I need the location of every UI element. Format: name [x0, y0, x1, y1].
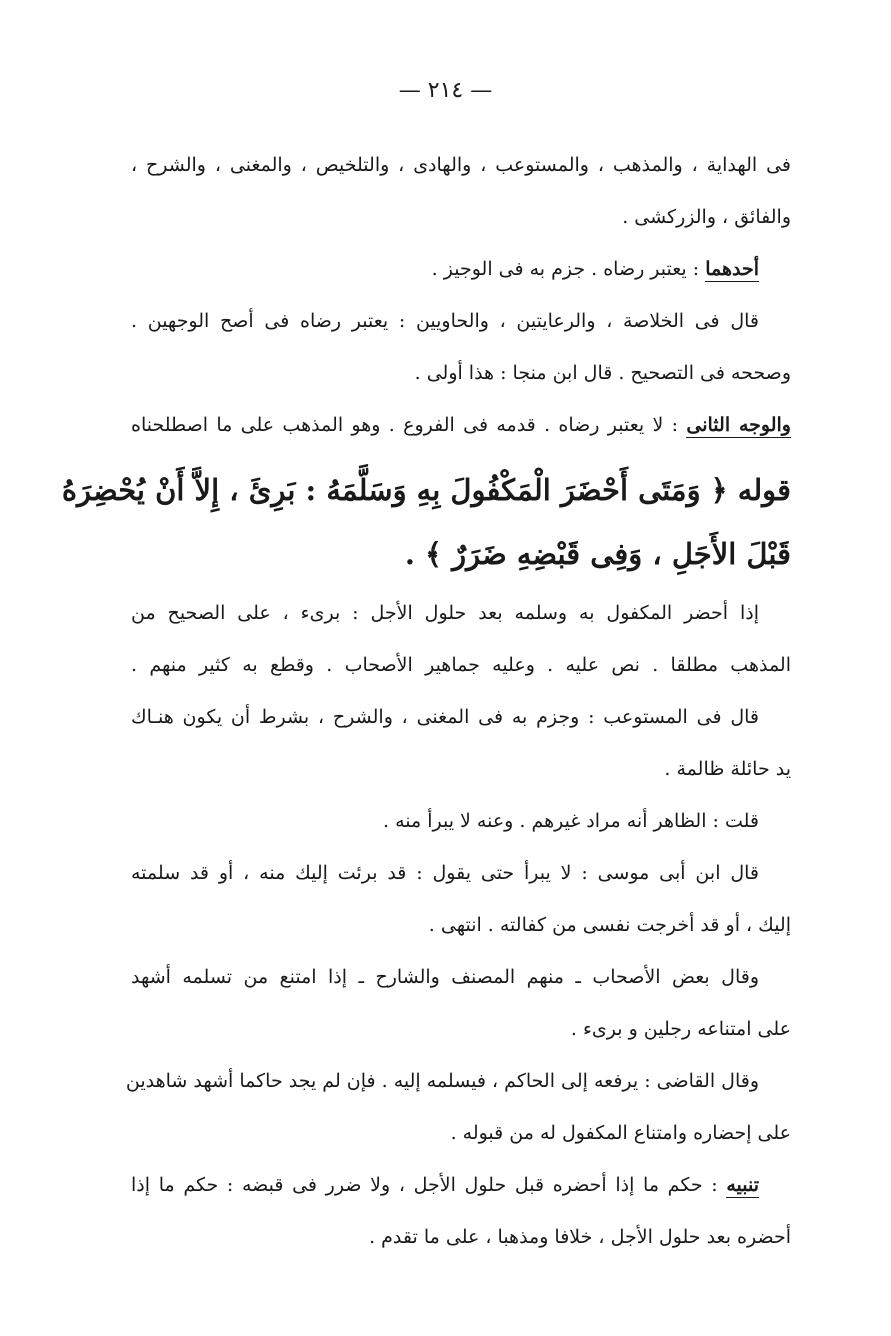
- text-line-8: المذهب مطلقا . نص عليه . وعليه جماهير الأصحاب . وقطع به كثير منهم .: [131, 654, 791, 676]
- text-line-7: إذا أحضر المكفول به وسلمه بعد حلول الأجل : برىء ، على الصحيح من: [131, 602, 759, 624]
- text-line-6: [131, 408, 791, 442]
- paragraph-lead-word: والوجه الثانى: [686, 414, 791, 436]
- quoted-text-line-2: قَبْلَ الأَجَلِ ، وَفِى قَبْضِهِ ضَرَرٌ ﴾ .: [404, 537, 791, 571]
- text-line-9: قال فى المستوعب : وجزم به فى المغنى ، والشرح ، بشرط أن يكون هنـاك: [131, 706, 759, 728]
- text-line-10: يد حائلة ظالمة .: [664, 758, 791, 780]
- text-line-1: فى الهداية ، والمذهب ، والمستوعب ، والهادى ، والتلخيص ، والمغنى ، والشرح ،: [131, 154, 791, 176]
- text-line-12: قال ابن أبى موسى : لا يبرأ حتى يقول : قد برئت إليك منه ، أو قد سلمته: [131, 862, 759, 884]
- text-line-18-rest: : حكم ما إذا أحضره قبل حلول الأجل ، ولا ضرر فى قبضه : حكم ما إذا: [131, 1174, 727, 1196]
- text-line-14: وقال بعض الأصحاب ـ منهم المصنف والشارح ـ إذا امتنع من تسلمه أشهد: [131, 966, 759, 988]
- text-line-15: على امتناعه رجلين و برىء .: [570, 1018, 791, 1040]
- paragraph-lead-word: تنبيه: [726, 1174, 759, 1196]
- text-line-11: قلت : الظاهر أنه مراد غيرهم . وعنه لا يبرأ منه .: [382, 810, 759, 832]
- quoted-text-line-1: [61, 466, 791, 514]
- text-line-3-rest: : يعتبر رضاه . جزم به فى الوجيز .: [431, 258, 706, 280]
- text-line-13: إليك ، أو قد أخرجت نفسى من كفالته . انتهى .: [428, 914, 791, 936]
- text-line-19: أحضره بعد حلول الأجل ، خلافا ومذهبا ، على ما تقدم .: [369, 1226, 791, 1248]
- text-line-17: على إحضاره وامتناع المكفول له من قبوله .: [450, 1122, 791, 1144]
- paragraph-lead-word: أحدهما: [705, 258, 759, 280]
- text-line-18: [131, 1168, 759, 1202]
- text-line-6-rest: : لا يعتبر رضاه . قدمه فى الفروع . وهو المذهب على ما اصطلحناه: [131, 414, 687, 436]
- page-number: — ٢١٤ —: [398, 78, 493, 103]
- text-line-2: والفائق ، والزركشى .: [622, 206, 791, 228]
- text-line-5: وصححه فى التصحيح . قال ابن منجا : هذا أولى .: [414, 362, 791, 384]
- quoted-text-line-1-rest: ﴿ وَمَتَى أَحْضَرَ الْمَكْفُولَ بِهِ وَسَلَّمَهُ : بَرِئَ ، إِلاَّ أَنْ يُحْضِرَهُ: [61, 473, 738, 507]
- text-line-4: قال فى الخلاصة ، والرعايتين ، والحاويين : يعتبر رضاه فى أصح الوجهين .: [131, 310, 759, 332]
- text-line-3: [131, 252, 759, 286]
- quote-lead-word: قوله: [737, 473, 791, 507]
- text-line-16: وقال القاضى : يرفعه إلى الحاكم ، فيسلمه إليه . فإن لم يجد حاكما أشهد شاهدين: [125, 1070, 759, 1092]
